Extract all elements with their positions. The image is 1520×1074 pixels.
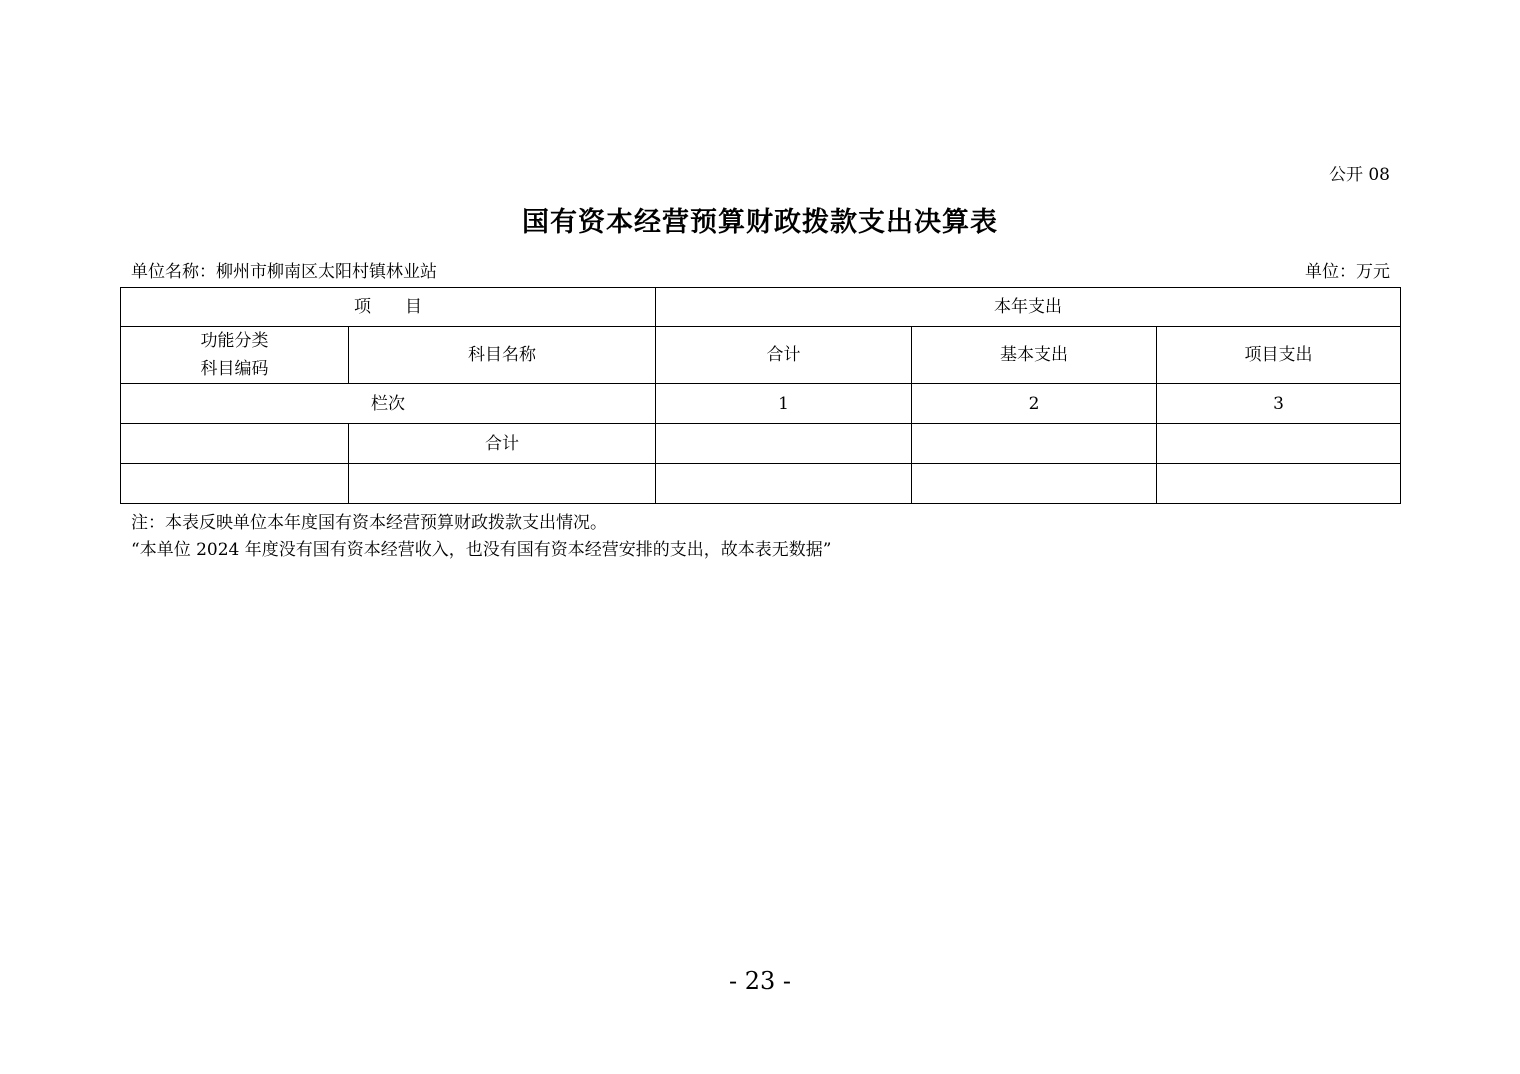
column-number-1: 1 (656, 384, 912, 424)
header-name: 科目名称 (349, 327, 656, 384)
total-code-cell (121, 424, 349, 464)
page-number: - 23 - (728, 967, 791, 995)
header-total: 合计 (656, 327, 912, 384)
expenditure-table (120, 287, 1401, 504)
header-code-line1: 功能分类 (200, 331, 269, 351)
column-number-2: 2 (912, 384, 1157, 424)
empty-cell (912, 464, 1157, 504)
total-basic-cell (912, 424, 1157, 464)
header-item: 项 目 (121, 288, 656, 327)
currency-unit: 单位：万元 (1305, 262, 1390, 282)
form-code: 公开 08 (1328, 165, 1390, 185)
header-row-1 (121, 288, 1401, 327)
total-value-cell (656, 424, 912, 464)
empty-cell (121, 464, 349, 504)
total-row (121, 424, 1401, 464)
empty-cell (1157, 464, 1401, 504)
empty-cell (349, 464, 656, 504)
header-code-cell (121, 327, 349, 384)
header-code-line2: 科目编码 (200, 359, 269, 379)
column-number-label: 栏次 (121, 384, 656, 424)
table-note: 注：本表反映单位本年度国有资本经营预算财政拨款支出情况。 (131, 513, 607, 533)
header-basic: 基本支出 (912, 327, 1157, 384)
header-row-2 (121, 327, 1401, 384)
header-project: 项目支出 (1157, 327, 1401, 384)
no-data-statement: “本单位 2024 年度没有国有资本经营收入，也没有国有资本经营安排的支出，故本表无数据” (131, 540, 832, 560)
unit-name: 单位名称：柳州市柳南区太阳村镇林业站 (131, 262, 437, 282)
header-current-year: 本年支出 (656, 288, 1401, 327)
empty-cell (656, 464, 912, 504)
total-label: 合计 (349, 424, 656, 464)
total-project-cell (1157, 424, 1401, 464)
column-number-3: 3 (1157, 384, 1401, 424)
empty-row (121, 464, 1401, 504)
page-title: 国有资本经营预算财政拨款支出决算表 (522, 207, 998, 238)
column-number-row (121, 384, 1401, 424)
